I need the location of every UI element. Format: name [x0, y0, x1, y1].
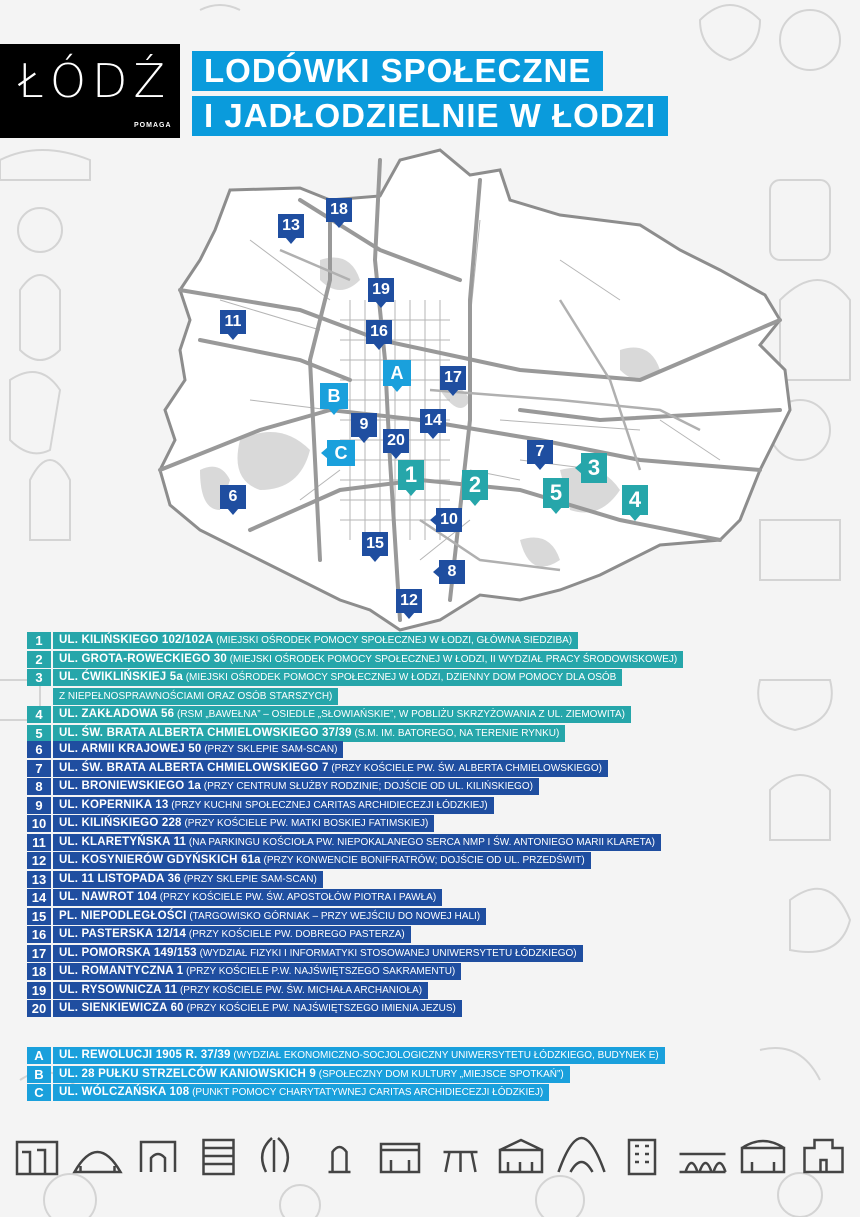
- marker-pointer: [358, 436, 370, 443]
- marker-label: C: [334, 443, 348, 463]
- tower-block-icon: [204, 1140, 234, 1174]
- map-marker-18[interactable]: [326, 198, 352, 222]
- marker-label: 19: [372, 281, 390, 298]
- marker-label: 16: [370, 323, 388, 340]
- list-item-number: 11: [27, 834, 51, 851]
- list-item-text: [53, 725, 565, 742]
- marker-pointer: [629, 514, 641, 521]
- highrise-icon: [629, 1140, 655, 1174]
- list-item-text: [53, 1000, 462, 1017]
- list-item-description: (WYDZIAŁ EKONOMICZNO-SOCJOLOGICZNY UNIWERSYTETU ŁÓDZKIEGO, BUDYNEK E): [230, 1050, 659, 1061]
- list-item-text: [53, 834, 661, 851]
- lodz-logo: [0, 44, 180, 138]
- list-item-text: [53, 982, 428, 999]
- marker-label: 13: [282, 217, 300, 234]
- list-item-number: 2: [27, 651, 51, 668]
- title-line-1: LODÓWKI SPOŁECZNE: [192, 51, 603, 91]
- list-item-number: C: [27, 1084, 51, 1101]
- list-item-number: 15: [27, 908, 51, 925]
- list-item-description: (S.M. IM. BATOREGO, NA TERENIE RYNKU): [351, 727, 560, 739]
- list-item-text: [53, 651, 683, 668]
- marker-pointer: [403, 612, 415, 619]
- list-item-street: UL. ŚW. BRATA ALBERTA CHMIELOWSKIEGO 7: [59, 761, 329, 774]
- title-line-2: I JADŁODZIELNIE W ŁODZI: [192, 96, 668, 136]
- manor-icon: [742, 1141, 784, 1172]
- list-item-description: (PRZY KOŚCIELE PW. NAJŚWIĘTSZEGO IMIENIA JEZUS): [183, 1003, 456, 1014]
- list-item-number: 20: [27, 1000, 51, 1017]
- map-marker-6[interactable]: [220, 485, 246, 509]
- marker-label: 7: [535, 443, 545, 460]
- list-item-text: [53, 760, 608, 777]
- list-item-description: (PUNKT POMOCY CHARYTATYWNEJ CARITAS ARCHIDIECEZJI ŁÓDZKIEJ): [189, 1087, 544, 1098]
- marker-pointer: [390, 452, 402, 459]
- map-marker-13[interactable]: [278, 214, 304, 238]
- list-item-street: UL. 28 PUŁKU STRZELCÓW KANIOWSKICH 9: [59, 1067, 317, 1080]
- list-item-street: UL. POMORSKA 149/153: [59, 946, 197, 959]
- map-marker-14[interactable]: [420, 409, 446, 433]
- list-item-street: UL. KOPERNIKA 13: [59, 798, 169, 811]
- list-item-street: UL. BRONIEWSKIEGO 1a: [59, 780, 202, 792]
- statue-icon: [329, 1147, 351, 1172]
- gate-icon: [141, 1142, 175, 1172]
- map-marker-5[interactable]: [543, 478, 569, 508]
- map-marker-9[interactable]: [351, 413, 377, 437]
- list-item-description: (PRZY SKLEPIE SAM-SCAN): [201, 744, 338, 755]
- list-item-text: [53, 852, 591, 869]
- marker-pointer: [391, 385, 403, 392]
- list-item-number: 18: [27, 963, 51, 980]
- list-item-text: [53, 908, 486, 925]
- list-item-number: B: [27, 1066, 51, 1083]
- list-item-street: UL. SIENKIEWICZA 60: [59, 1002, 184, 1014]
- list-item-number: 6: [27, 741, 51, 758]
- map-marker-11[interactable]: [220, 310, 246, 334]
- list-item-street: UL. ZAKŁADOWA 56: [59, 708, 175, 720]
- list-item-street: UL. RYSOWNICZA 11: [59, 983, 178, 996]
- list-item-street: UL. WÓLCZAŃSKA 108: [59, 1086, 190, 1098]
- map-marker-4[interactable]: [622, 485, 648, 515]
- map-marker-2[interactable]: [462, 470, 488, 500]
- column-icon: [444, 1152, 478, 1172]
- marker-pointer: [373, 343, 385, 350]
- list-item-description: (WYDZIAŁ FIZYKI I INFORMATYKI STOSOWANEJ UNIWERSYTETU ŁÓDZKIEGO): [196, 947, 577, 959]
- map-marker-a[interactable]: [383, 360, 411, 386]
- list-item-street: UL. KILIŃSKIEGO 102/102A: [59, 634, 214, 646]
- marker-pointer: [550, 507, 562, 514]
- list-item-text: [53, 1084, 549, 1101]
- list-item-street: UL. ROMANTYCZNA 1: [59, 965, 184, 977]
- wave-building-icon: [262, 1138, 288, 1172]
- list-item-street: UL. KILIŃSKIEGO 228: [59, 817, 182, 829]
- list-item-text: [53, 871, 323, 888]
- list-item-text: [53, 889, 442, 906]
- marker-label: 12: [400, 592, 418, 609]
- marker-label: B: [327, 386, 341, 406]
- list-item-text: [53, 963, 461, 980]
- list-item-description: (PRZY KOŚCIELE PW. ŚW. MICHAŁA ARCHANIOŁA): [177, 984, 423, 996]
- marker-pointer: [333, 221, 345, 228]
- list-item-number: 19: [27, 982, 51, 999]
- list-item-description: (MIEJSKI OŚRODEK POMOCY SPOŁECZNEJ W ŁODZI, II WYDZIAŁ PRACY ŚRODOWISKOWEJ): [226, 653, 678, 665]
- list-item-text: [53, 778, 539, 795]
- list-item-number: 13: [27, 871, 51, 888]
- list-item-description: Z NIEPEŁNOSPRAWNOŚCIAMI ORAZ OSÓB STARSZYCH): [59, 690, 333, 702]
- landmark-icons: [0, 1130, 860, 1180]
- list-item-description: (PRZY KOŚCIELE PW. DOBREGO PASTERZA): [186, 929, 405, 940]
- map-marker-1[interactable]: [398, 460, 424, 490]
- list-item-description: (PRZY KONWENCIE BONIFRATRÓW; DOJŚCIE OD UL. PRZEDŚWIT): [260, 855, 585, 866]
- list-item-street: UL. ARMII KRAJOWEJ 50: [59, 743, 202, 755]
- map-marker-10[interactable]: [436, 508, 462, 532]
- bridge-icon: [680, 1154, 726, 1172]
- list-item-number: 3: [27, 669, 51, 686]
- list-item-street: UL. ŚW. BRATA ALBERTA CHMIELOWSKIEGO 37/39: [59, 726, 352, 739]
- marker-pointer: [227, 333, 239, 340]
- marker-label: 1: [404, 462, 418, 487]
- map-marker-7[interactable]: [527, 440, 553, 464]
- map-marker-12[interactable]: [396, 589, 422, 613]
- list-item-number: 5: [27, 725, 51, 742]
- list-item-number: 7: [27, 760, 51, 777]
- castle-icon: [805, 1140, 843, 1172]
- list-item-description: (PRZY KOŚCIELE PW. ŚW. APOSTOŁÓW PIOTRA I PAWŁA): [157, 892, 437, 903]
- list-item-text: [53, 1047, 665, 1064]
- list-item-number: 8: [27, 778, 51, 795]
- marker-pointer: [575, 462, 582, 474]
- list-item-text: [53, 815, 434, 832]
- map-marker-8[interactable]: [439, 560, 465, 584]
- marker-label: 17: [444, 369, 462, 386]
- logo-wordmark: ŁÓDŹ: [18, 54, 171, 108]
- list-item-street: UL. KOSYNIERÓW GDYŃSKICH 61a: [59, 854, 261, 866]
- list-item-number: 14: [27, 889, 51, 906]
- list-item-description: (TARGOWISKO GÓRNIAK – PRZY WEJŚCIU DO NOWEJ HALI): [186, 910, 481, 922]
- list-item-number: 1: [27, 632, 51, 649]
- list-item-number: 10: [27, 815, 51, 832]
- marker-label: 6: [228, 488, 238, 505]
- list-item-description: (SPOŁECZNY DOM KULTURY „MIEJSCE SPOTKAŃ”): [316, 1068, 564, 1080]
- logo-subtitle: POMAGA: [134, 122, 172, 129]
- list-item-text: [53, 632, 578, 649]
- list-item-description: (PRZY KOŚCIELE PW. ŚW. ALBERTA CHMIELOWSKIEGO): [328, 762, 602, 774]
- map-marker-19[interactable]: [368, 278, 394, 302]
- marker-pointer: [469, 499, 481, 506]
- list-item-text: [53, 669, 622, 686]
- list-item-description: (RSM „BAWEŁNA” – OSIEDLE „SŁOWIAŃSKIE”, W POBLIŻU SKRZYŻOWANIA Z UL. ZIEMOWITA): [174, 709, 626, 720]
- list-item-description: (PRZY KUCHNI SPOŁECZNEJ CARITAS ARCHIDIECEZJI ŁÓDZKIEJ): [168, 799, 488, 811]
- marker-pointer: [534, 463, 546, 470]
- palace-icon: [500, 1140, 542, 1172]
- marker-label: 3: [587, 455, 601, 480]
- facade-icon: [381, 1144, 419, 1172]
- marker-label: 9: [359, 416, 369, 433]
- list-item-text: [53, 706, 631, 723]
- list-item-description: (PRZY KOŚCIELE P.W. NAJŚWIĘTSZEGO SAKRAMENTU): [183, 966, 456, 977]
- list-item-text: [53, 926, 411, 943]
- marker-label: 14: [424, 412, 442, 429]
- marker-label: 5: [549, 480, 563, 505]
- list-item-number: 12: [27, 852, 51, 869]
- arch-icon: [559, 1138, 605, 1172]
- list-item-street: UL. NAWROT 104: [59, 891, 158, 903]
- marker-pointer: [433, 566, 440, 578]
- list-item-street: UL. KLARETYŃSKA 11: [59, 835, 187, 848]
- list-item-text: [53, 797, 494, 814]
- list-item-street: UL. PASTERSKA 12/14: [59, 928, 187, 940]
- list-item-number: A: [27, 1047, 51, 1064]
- map-marker-15[interactable]: [362, 532, 388, 556]
- marker-label: 20: [387, 432, 405, 449]
- marker-label: A: [390, 363, 404, 383]
- list-item-number: 9: [27, 797, 51, 814]
- marker-pointer: [227, 508, 239, 515]
- marker-pointer: [285, 237, 297, 244]
- marker-label: 15: [366, 535, 384, 552]
- marker-pointer: [328, 408, 340, 415]
- map-marker-b[interactable]: [320, 383, 348, 409]
- marker-pointer: [405, 489, 417, 496]
- list-item-street: UL. GROTA-ROWECKIEGO 30: [59, 652, 227, 665]
- building-icon: [17, 1142, 57, 1174]
- marker-label: 8: [447, 563, 457, 580]
- list-item-number: 4: [27, 706, 51, 723]
- marker-label: 2: [468, 472, 482, 497]
- list-item-street: UL. ĆWIKLIŃSKIEJ 5a: [59, 671, 183, 683]
- marker-pointer: [369, 555, 381, 562]
- map-marker-20[interactable]: [383, 429, 409, 453]
- list-item-text: [53, 1066, 570, 1083]
- list-item-description: (PRZY KOŚCIELE PW. MATKI BOSKIEJ FATIMSKIEJ): [181, 818, 429, 829]
- marker-label: 11: [224, 313, 242, 330]
- marker-label: 10: [440, 511, 458, 528]
- marker-pointer: [447, 389, 459, 396]
- list-item-street: UL. 11 LISTOPADA 36: [59, 872, 181, 885]
- list-item-description: (MIEJSKI OŚRODEK POMOCY SPOŁECZNEJ W ŁODZI, GŁÓWNA SIEDZIBA): [213, 635, 573, 646]
- list-item-text: [53, 741, 343, 758]
- list-item-number: 17: [27, 945, 51, 962]
- marker-label: 4: [628, 487, 642, 512]
- list-item-street: PL. NIEPODLEGŁOŚCI: [59, 909, 187, 922]
- arena-icon: [75, 1152, 121, 1172]
- list-item-text: [53, 945, 583, 962]
- map-marker-3[interactable]: [581, 453, 607, 483]
- list-item-description: (MIEJSKI OŚRODEK POMOCY SPOŁECZNEJ W ŁODZI, DZIENNY DOM POMOCY DLA OSÓB: [182, 672, 617, 683]
- map-marker-16[interactable]: [366, 320, 392, 344]
- marker-pointer: [375, 301, 387, 308]
- marker-pointer: [321, 447, 328, 459]
- marker-label: 18: [330, 201, 348, 218]
- list-item-number: 16: [27, 926, 51, 943]
- list-item-text: [53, 688, 338, 705]
- list-item-description: (PRZY SKLEPIE SAM-SCAN): [180, 873, 317, 885]
- list-item-description: (PRZY CENTRUM SŁUŻBY RODZINIE; DOJŚCIE OD UL. KILIŃSKIEGO): [201, 781, 533, 792]
- list-item-description: (NA PARKINGU KOŚCIOŁA PW. NIEPOKALANEGO SERCA NMP I ŚW. ANTONIEGO MARII KLARETA): [186, 836, 655, 848]
- marker-pointer: [427, 432, 439, 439]
- marker-pointer: [430, 514, 437, 526]
- list-item-street: UL. REWOLUCJI 1905 R. 37/39: [59, 1049, 231, 1061]
- map-marker-c[interactable]: [327, 440, 355, 466]
- map-marker-17[interactable]: [440, 366, 466, 390]
